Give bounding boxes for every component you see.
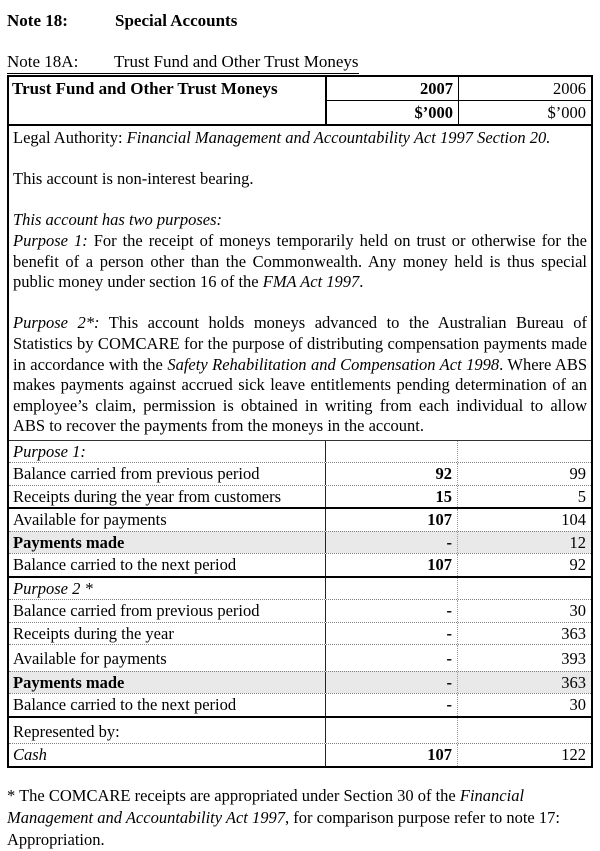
table-row	[9, 553, 591, 578]
purpose2-body2: . Where ABS makes payments against accrued sick leave entitlements pending determination of an employee’s claim, permission is obtained in writing from each individual to allow ABS to recover the payments from the moneys in the account.	[13, 354, 588, 436]
row-label: Balance carried from previous period	[13, 464, 260, 484]
value-2006: 363	[561, 672, 586, 692]
row-label: Balance carried to the next period	[13, 695, 237, 715]
row-label: Represented by:	[13, 721, 120, 741]
value-2006: 92	[569, 555, 586, 575]
footnote-text-2: , for comparison purpose refer to note 17: Appropriation.	[7, 807, 560, 849]
value-2006	[458, 718, 591, 744]
value-2007: -	[325, 694, 458, 716]
table-row	[9, 644, 591, 671]
table-row-cash	[9, 743, 591, 766]
value-2007: -	[325, 623, 458, 645]
row-label: Available for payments	[13, 510, 167, 530]
table-row-payments-made	[9, 671, 591, 694]
purposes-intro-line: This account has two purposes:	[13, 210, 223, 230]
table-row-purpose1-header	[9, 441, 591, 463]
row-label: Receipts during the year from customers	[13, 486, 282, 506]
purpose2-label: Purpose 2*:	[13, 313, 100, 333]
value-2006: 12	[569, 532, 586, 552]
row-label: Cash	[13, 745, 47, 765]
table-row	[9, 693, 591, 718]
value-2007	[325, 441, 458, 463]
footnote-act: Financial Management and Accountability Act 1997	[7, 785, 525, 827]
narrative-cell	[9, 126, 591, 441]
value-2006: 30	[569, 601, 586, 621]
footnote	[7, 785, 593, 851]
col-unit-2007: $’000	[325, 101, 458, 124]
subnote-title: Trust Fund and Other Trust Moneys	[114, 52, 359, 71]
row-label: Purpose 1:	[13, 441, 86, 461]
subnote-number: Note 18A:	[7, 52, 79, 71]
legal-authority-label: Legal Authority:	[13, 128, 127, 147]
purpose2-paragraph	[13, 313, 587, 437]
value-2006	[458, 578, 591, 600]
row-label: Receipts during the year	[13, 623, 174, 643]
table-row	[9, 509, 591, 531]
note-subtitle	[7, 52, 359, 74]
table-row-payments-made	[9, 531, 591, 554]
legal-authority-line	[13, 128, 587, 149]
purpose1-tail: .	[359, 272, 364, 292]
table-row	[9, 622, 591, 645]
value-2006: 363	[561, 623, 586, 643]
col-header-2007: 2007	[325, 77, 458, 101]
spacer	[13, 293, 587, 314]
col-header-2006: 2006	[458, 77, 591, 101]
note-number: Note 18:	[7, 11, 68, 30]
spacer	[13, 190, 587, 211]
subheading-row	[7, 52, 593, 74]
value-2007: -	[325, 645, 458, 671]
value-2007: 15	[325, 486, 458, 508]
table-row	[9, 462, 591, 485]
purpose1-act: FMA Act 1997	[262, 272, 360, 292]
table-title: Trust Fund and Other Trust Moneys	[12, 79, 278, 98]
page-title	[7, 11, 593, 31]
value-2007: 92	[325, 463, 458, 485]
note-title: Special Accounts	[115, 11, 238, 30]
value-2007: 107	[325, 744, 458, 766]
value-2007: 107	[325, 509, 458, 531]
row-label: Balance carried to the next period	[13, 555, 237, 575]
value-2007	[325, 578, 458, 600]
col-unit-2006: $’000	[458, 101, 591, 124]
value-2006: 30	[569, 695, 586, 715]
table-row-purpose2-header	[9, 578, 591, 600]
table-row	[9, 485, 591, 510]
table-row-represented-by	[9, 718, 591, 744]
footnote-text-1: * The COMCARE receipts are appropriated under Section 30 of the	[7, 785, 460, 805]
non-interest-line: This account is non-interest bearing.	[13, 169, 254, 189]
purpose1-paragraph	[13, 231, 587, 293]
row-label: Payments made	[13, 672, 125, 692]
value-2006: 99	[569, 464, 586, 484]
spacer	[13, 149, 587, 170]
value-2006: 104	[561, 510, 586, 530]
purpose1-label: Purpose 1:	[13, 230, 88, 250]
financial-table	[7, 75, 593, 768]
legal-authority-act: Financial Management and Accountability Act 1997 Section 20.	[126, 128, 551, 147]
value-2007: -	[325, 672, 458, 694]
value-2006: 5	[577, 486, 586, 506]
row-label: Available for payments	[13, 649, 167, 669]
purpose1-body: For the receipt of moneys temporarily held on trust or otherwise for the benefit of a person other than the Commonwealth. Any money held is thus special public money under section 16 of the	[13, 230, 587, 292]
value-2006: 393	[561, 649, 586, 669]
value-2006	[458, 441, 591, 463]
purpose2-act: Safety Rehabilitation and Compensation Act 1998	[167, 354, 500, 374]
value-2007: -	[325, 600, 458, 622]
table-row	[9, 599, 591, 622]
purpose2-body1: This account holds moneys advanced to the Australian Bureau of Statistics by COMCARE for the purpose of distributing compensation payments made in accordance with the	[13, 313, 587, 374]
row-label: Payments made	[13, 532, 125, 552]
value-2006: 122	[561, 745, 586, 765]
value-2007: -	[325, 532, 458, 554]
table-header	[9, 77, 591, 126]
value-2007: 107	[325, 554, 458, 576]
row-label: Balance carried from previous period	[13, 601, 260, 621]
value-2007	[325, 718, 458, 744]
row-label: Purpose 2 *	[13, 578, 93, 598]
